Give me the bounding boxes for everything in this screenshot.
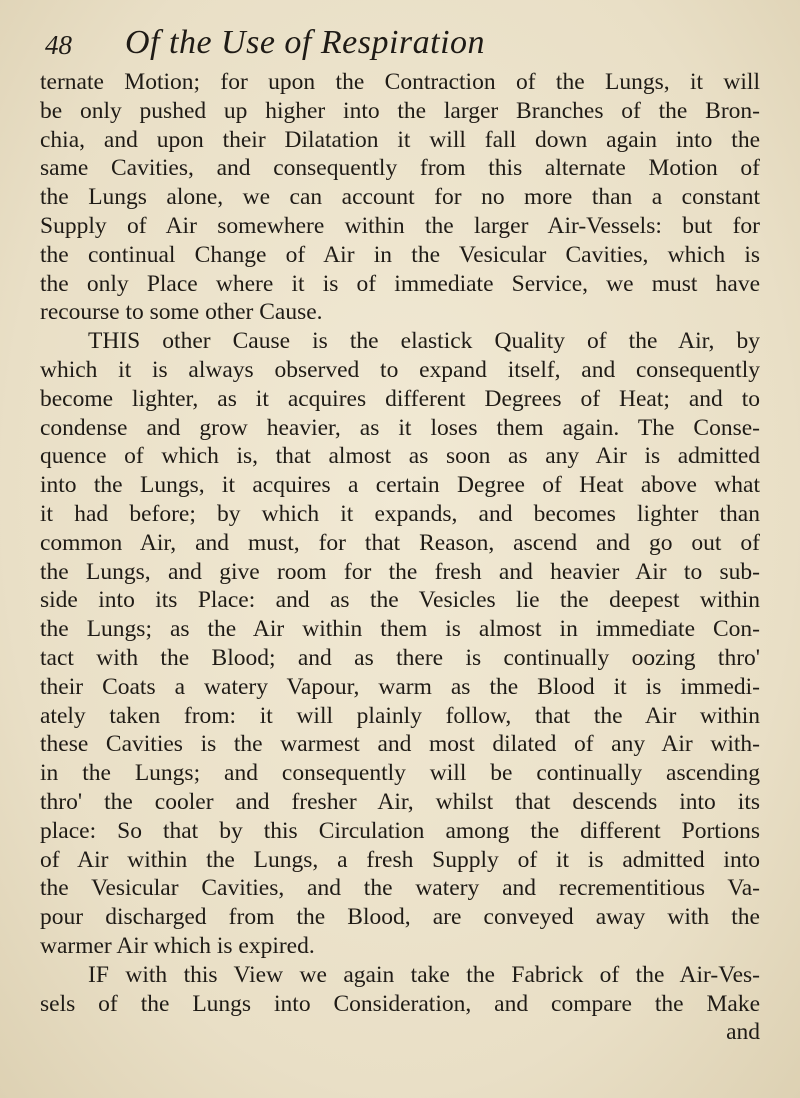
text-line: IF with this View we again take the Fabrick of the Air-Ves- (88, 961, 760, 988)
text-line: warmer Air which is expired. (40, 932, 315, 959)
text-line: place: So that by this Circulation among the different Portions (40, 817, 760, 844)
text-line: the Lungs alone, we can account for no more than a constant (40, 184, 760, 211)
text-line: thro' the cooler and fresher Air, whilst that descends into its (40, 788, 760, 815)
text-line: be only pushed up higher into the larger Branches of the Bron- (40, 97, 760, 124)
text-line: the Lungs, and give room for the fresh and heavier Air to sub- (40, 558, 760, 585)
text-line: which it is always observed to expand itself, and consequently (40, 356, 760, 383)
text-line: the only Place where it is of immediate Service, we must have (40, 270, 760, 297)
text-line: in the Lungs; and consequently will be continually ascending (40, 760, 760, 787)
text-line: become lighter, as it acquires different Degrees of Heat; and to (40, 385, 760, 412)
text-line: of Air within the Lungs, a fresh Supply of it is admitted into (40, 846, 760, 873)
text-line: their Coats a watery Vapour, warm as the Blood it is immedi- (40, 673, 760, 700)
running-title: Of the Use of Respiration (125, 24, 486, 61)
text-line: ately taken from: it will plainly follow, that the Air within (40, 702, 760, 729)
text-line: quence of which is, that almost as soon as any Air is admitted (40, 443, 760, 470)
text-line: the Vesicular Cavities, and the watery and recrementitious Va- (40, 875, 760, 902)
text-line: side into its Place: and as the Vesicles lie the deepest within (40, 587, 760, 614)
body-text (40, 68, 760, 1047)
text-line: Supply of Air somewhere within the larger Air-Vessels: but for (40, 212, 760, 239)
text-line: ternate Motion; for upon the Contraction of the Lungs, it will (40, 69, 760, 95)
text-line: sels of the Lungs into Consideration, and compare the Make (40, 990, 760, 1017)
text-line: same Cavities, and consequently from this alternate Motion of (40, 155, 760, 182)
text-line: chia, and upon their Dilatation it will fall down again into the (40, 126, 760, 153)
text-line: common Air, and must, for that Reason, ascend and go out of (40, 529, 760, 556)
text-line: the Lungs; as the Air within them is almost in immediate Con- (40, 616, 760, 643)
text-line: THIS other Cause is the elastick Quality of the Air, by (88, 328, 760, 355)
text-line: these Cavities is the warmest and most dilated of any Air with- (40, 731, 760, 758)
text-line: into the Lungs, it acquires a certain Degree of Heat above what (40, 472, 760, 499)
text-line: recourse to some other Cause. (40, 299, 323, 326)
catchword: and (726, 1019, 760, 1046)
page-header (40, 22, 760, 66)
text-line: pour discharged from the Blood, are conveyed away with the (40, 904, 760, 931)
text-line: tact with the Blood; and as there is continually oozing thro' (40, 644, 760, 671)
text-line: it had before; by which it expands, and becomes lighter than (40, 500, 760, 527)
page-number: 48 (45, 30, 72, 60)
text-line: condense and grow heavier, as it loses them again. The Conse- (40, 414, 760, 441)
text-line: the continual Change of Air in the Vesicular Cavities, which is (40, 241, 760, 268)
